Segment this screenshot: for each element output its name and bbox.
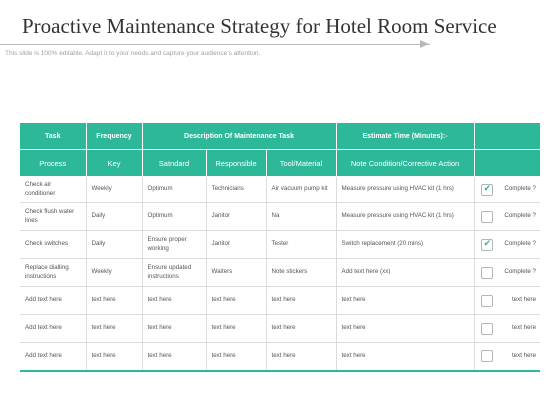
status-label: Complete ? <box>504 240 537 248</box>
status-label: text here <box>511 352 537 360</box>
header-responsible: Responsible <box>206 150 266 177</box>
cell-key: Weekly <box>86 259 142 287</box>
header-row-primary <box>20 123 540 150</box>
header-tool: Tool/Material <box>266 150 336 177</box>
status-checkbox[interactable] <box>481 184 493 196</box>
title-arrow-icon <box>420 40 429 48</box>
cell-key: Weekly <box>86 177 142 203</box>
cell-status <box>474 203 540 231</box>
header-frequency: Frequency <box>86 123 142 150</box>
status-label: text here <box>511 324 537 332</box>
status-checkbox[interactable] <box>481 211 493 223</box>
cell-standard: text here <box>142 315 206 343</box>
cell-process: Check air conditioner <box>20 177 86 203</box>
header-description: Description Of Maintenance Task <box>142 123 336 150</box>
status-label: text here <box>511 296 537 304</box>
cell-key: text here <box>86 315 142 343</box>
cell-standard: Ensure proper working <box>142 231 206 259</box>
cell-note: Switch replacement (20 mins) <box>336 231 474 259</box>
cell-tool: Tester <box>266 231 336 259</box>
cell-standard: text here <box>142 343 206 371</box>
cell-key: Daily <box>86 231 142 259</box>
table-body <box>20 177 540 371</box>
cell-status <box>474 259 540 287</box>
title-underline <box>0 44 430 45</box>
cell-status <box>474 177 540 203</box>
cell-tool: Note stickers <box>266 259 336 287</box>
table-row <box>20 177 540 203</box>
cell-standard: Optimum <box>142 177 206 203</box>
cell-responsible: text here <box>206 287 266 315</box>
cell-note: text here <box>336 315 474 343</box>
cell-process: Add text here <box>20 315 86 343</box>
cell-note: text here <box>336 287 474 315</box>
cell-status <box>474 287 540 315</box>
cell-process: Add text here <box>20 287 86 315</box>
cell-process: Add text here <box>20 343 86 371</box>
status-checkbox[interactable] <box>481 267 493 279</box>
header-key: Key <box>86 150 142 177</box>
cell-standard: Ensure updated instructions <box>142 259 206 287</box>
cell-key: Daily <box>86 203 142 231</box>
header-task: Task <box>20 123 86 150</box>
header-estimate: Estimate Time (Minutes):- <box>336 123 474 150</box>
status-checkbox[interactable] <box>481 350 493 362</box>
checkmark-icon: ✔ <box>483 237 492 248</box>
header-row-secondary <box>20 150 540 177</box>
cell-key: text here <box>86 287 142 315</box>
cell-standard: text here <box>142 287 206 315</box>
cell-tool: text here <box>266 315 336 343</box>
cell-status <box>474 343 540 371</box>
header-extra <box>474 123 540 150</box>
header-status <box>474 150 540 177</box>
status-label: Complete ? <box>504 212 537 220</box>
status-checkbox[interactable] <box>481 323 493 335</box>
cell-note: Measure pressure using HVAC kit (1 hrs) <box>336 203 474 231</box>
table-row <box>20 287 540 315</box>
cell-note: Measure pressure using HVAC kit (1 hrs) <box>336 177 474 203</box>
header-standard: Satndard <box>142 150 206 177</box>
status-checkbox[interactable] <box>481 239 493 251</box>
table-row <box>20 203 540 231</box>
cell-note: Add text here (xx) <box>336 259 474 287</box>
cell-status <box>474 315 540 343</box>
header-process: Process <box>20 150 86 177</box>
cell-responsible: Waiters <box>206 259 266 287</box>
cell-tool: Na <box>266 203 336 231</box>
checkmark-icon: ✔ <box>483 182 492 193</box>
cell-responsible: Technicians <box>206 177 266 203</box>
table-row <box>20 343 540 371</box>
cell-responsible: text here <box>206 315 266 343</box>
cell-note: text here <box>336 343 474 371</box>
status-label: Complete ? <box>504 268 537 276</box>
status-label: Complete ? <box>504 185 537 193</box>
status-checkbox[interactable] <box>481 295 493 307</box>
cell-responsible: Janitor <box>206 231 266 259</box>
cell-responsible: Janitor <box>206 203 266 231</box>
page-title: Proactive Maintenance Strategy for Hotel Room Service <box>22 14 497 38</box>
cell-tool: text here <box>266 287 336 315</box>
table-row <box>20 259 540 287</box>
cell-process: Check flush water lines <box>20 203 86 231</box>
table-row <box>20 315 540 343</box>
cell-standard: Optimum <box>142 203 206 231</box>
maintenance-table <box>20 122 540 372</box>
table-row <box>20 231 540 259</box>
cell-key: text here <box>86 343 142 371</box>
cell-process: Check switches <box>20 231 86 259</box>
cell-responsible: text here <box>206 343 266 371</box>
cell-tool: text here <box>266 343 336 371</box>
cell-tool: Air vacuum pump kit <box>266 177 336 203</box>
header-note: Note Condition/Corrective Action <box>336 150 474 177</box>
cell-process: Replace dialling instructions <box>20 259 86 287</box>
page-subtitle: This slide is 100% editable. Adapt it to your needs and capture your audience’s attention. <box>5 50 261 57</box>
cell-status <box>474 231 540 259</box>
